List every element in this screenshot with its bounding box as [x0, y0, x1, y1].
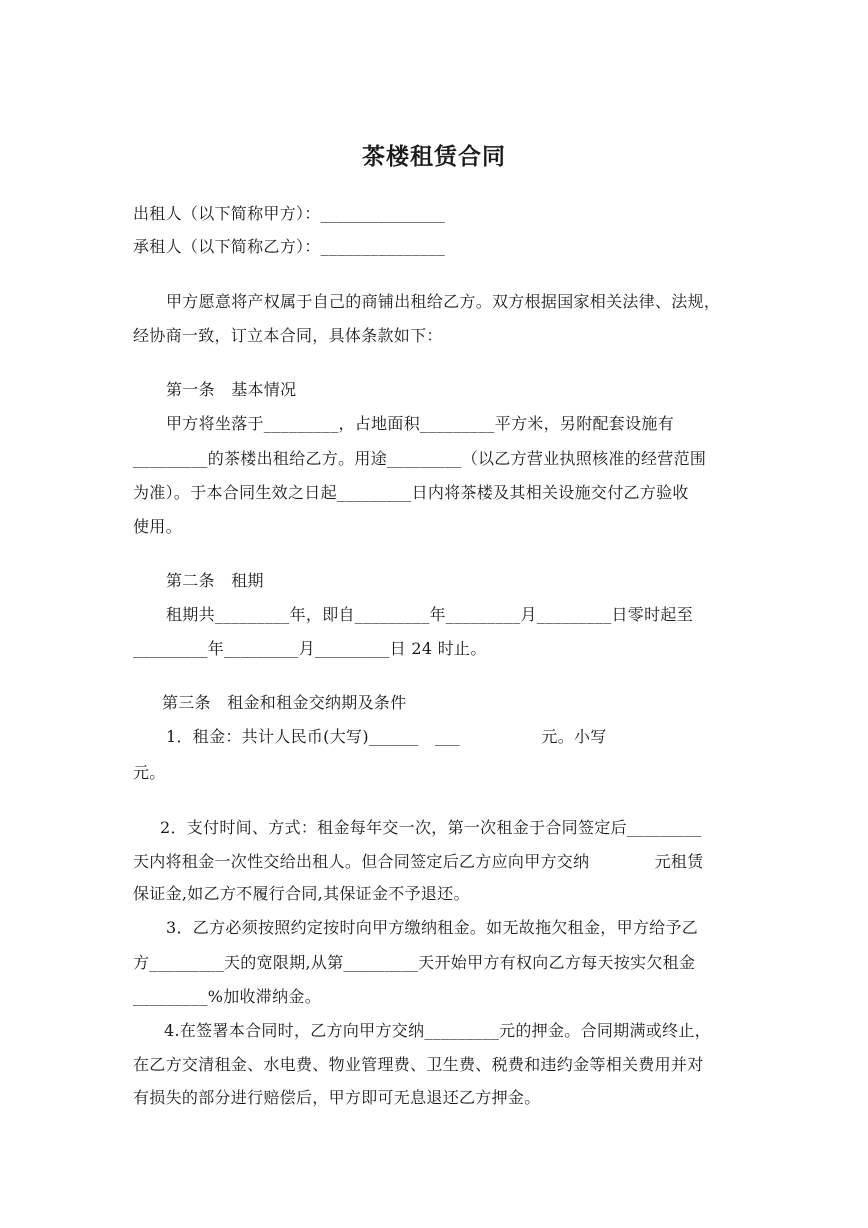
intro-line: 经协商一致，订立本合同，具体条款如下： [133, 326, 443, 345]
article-3-line: 方_________天的宽限期,从第_________天开始甲方有权向乙方每天按实欠租金 [133, 953, 696, 972]
article-3-line: 天内将租金一次性交给出租人。但合同签定后乙方应向甲方交纳 元租赁 [133, 852, 704, 871]
article-2-line: 租期共_________年，即自_________年_________月_________日零时起至 [166, 605, 693, 624]
intro-line: 甲方愿意将产权属于自己的商铺出租给乙方。双方根据国家相关法律、法规， [166, 292, 721, 311]
article-3-line: 元。 [133, 763, 166, 782]
article-1-line: 甲方将坐落于_________，占地面积_________平方米，另附配套设施有 [166, 414, 675, 433]
contract-title: 茶楼租赁合同 [362, 144, 506, 170]
article-3-line: 1．租金：共计人民币(大写)______ ___ 元。小写 [166, 727, 607, 746]
article-3-line: 保证金,如乙方不履行合同,其保证金不予退还。 [133, 884, 470, 903]
article-3-line: _________%加收滞纳金。 [133, 987, 322, 1006]
article-3-line: 3．乙方必须按照约定按时向甲方缴纳租金。如无故拖欠租金，甲方给予乙 [166, 918, 699, 937]
lessee-line: 承租人（以下简称乙方）：_______________ [133, 237, 446, 256]
article-2-line: _________年_________月_________日 24 时止。 [133, 639, 487, 658]
article-1-line: 使用。 [133, 517, 182, 536]
lessor-line: 出租人（以下简称甲方）：_______________ [133, 204, 446, 223]
article-3-line: 4.在签署本合同时，乙方向甲方交纳_________元的押金。合同期满或终止， [164, 1021, 711, 1040]
article-3-line: 有损失的部分进行赔偿后，甲方即可无息退还乙方押金。 [133, 1088, 541, 1107]
article-3-heading: 第三条 租金和租金交纳期及条件 [162, 693, 407, 712]
article-3-line: 2．支付时间、方式：租金每年交一次，第一次租金于合同签定后_________ [160, 818, 702, 837]
article-1-line: 为准）。于本合同生效之日起_________日内将茶楼及其相关设施交付乙方验收 [133, 483, 689, 502]
article-2-heading: 第二条 租期 [166, 571, 264, 590]
article-1-line: _________的茶楼出租给乙方。用途_________（以乙方营业执照核准的经营范围 [133, 449, 707, 468]
article-3-line: 在乙方交清租金、水电费、物业管理费、卫生费、税费和违约金等相关费用并对 [133, 1055, 704, 1074]
article-1-heading: 第一条 基本情况 [166, 380, 297, 399]
